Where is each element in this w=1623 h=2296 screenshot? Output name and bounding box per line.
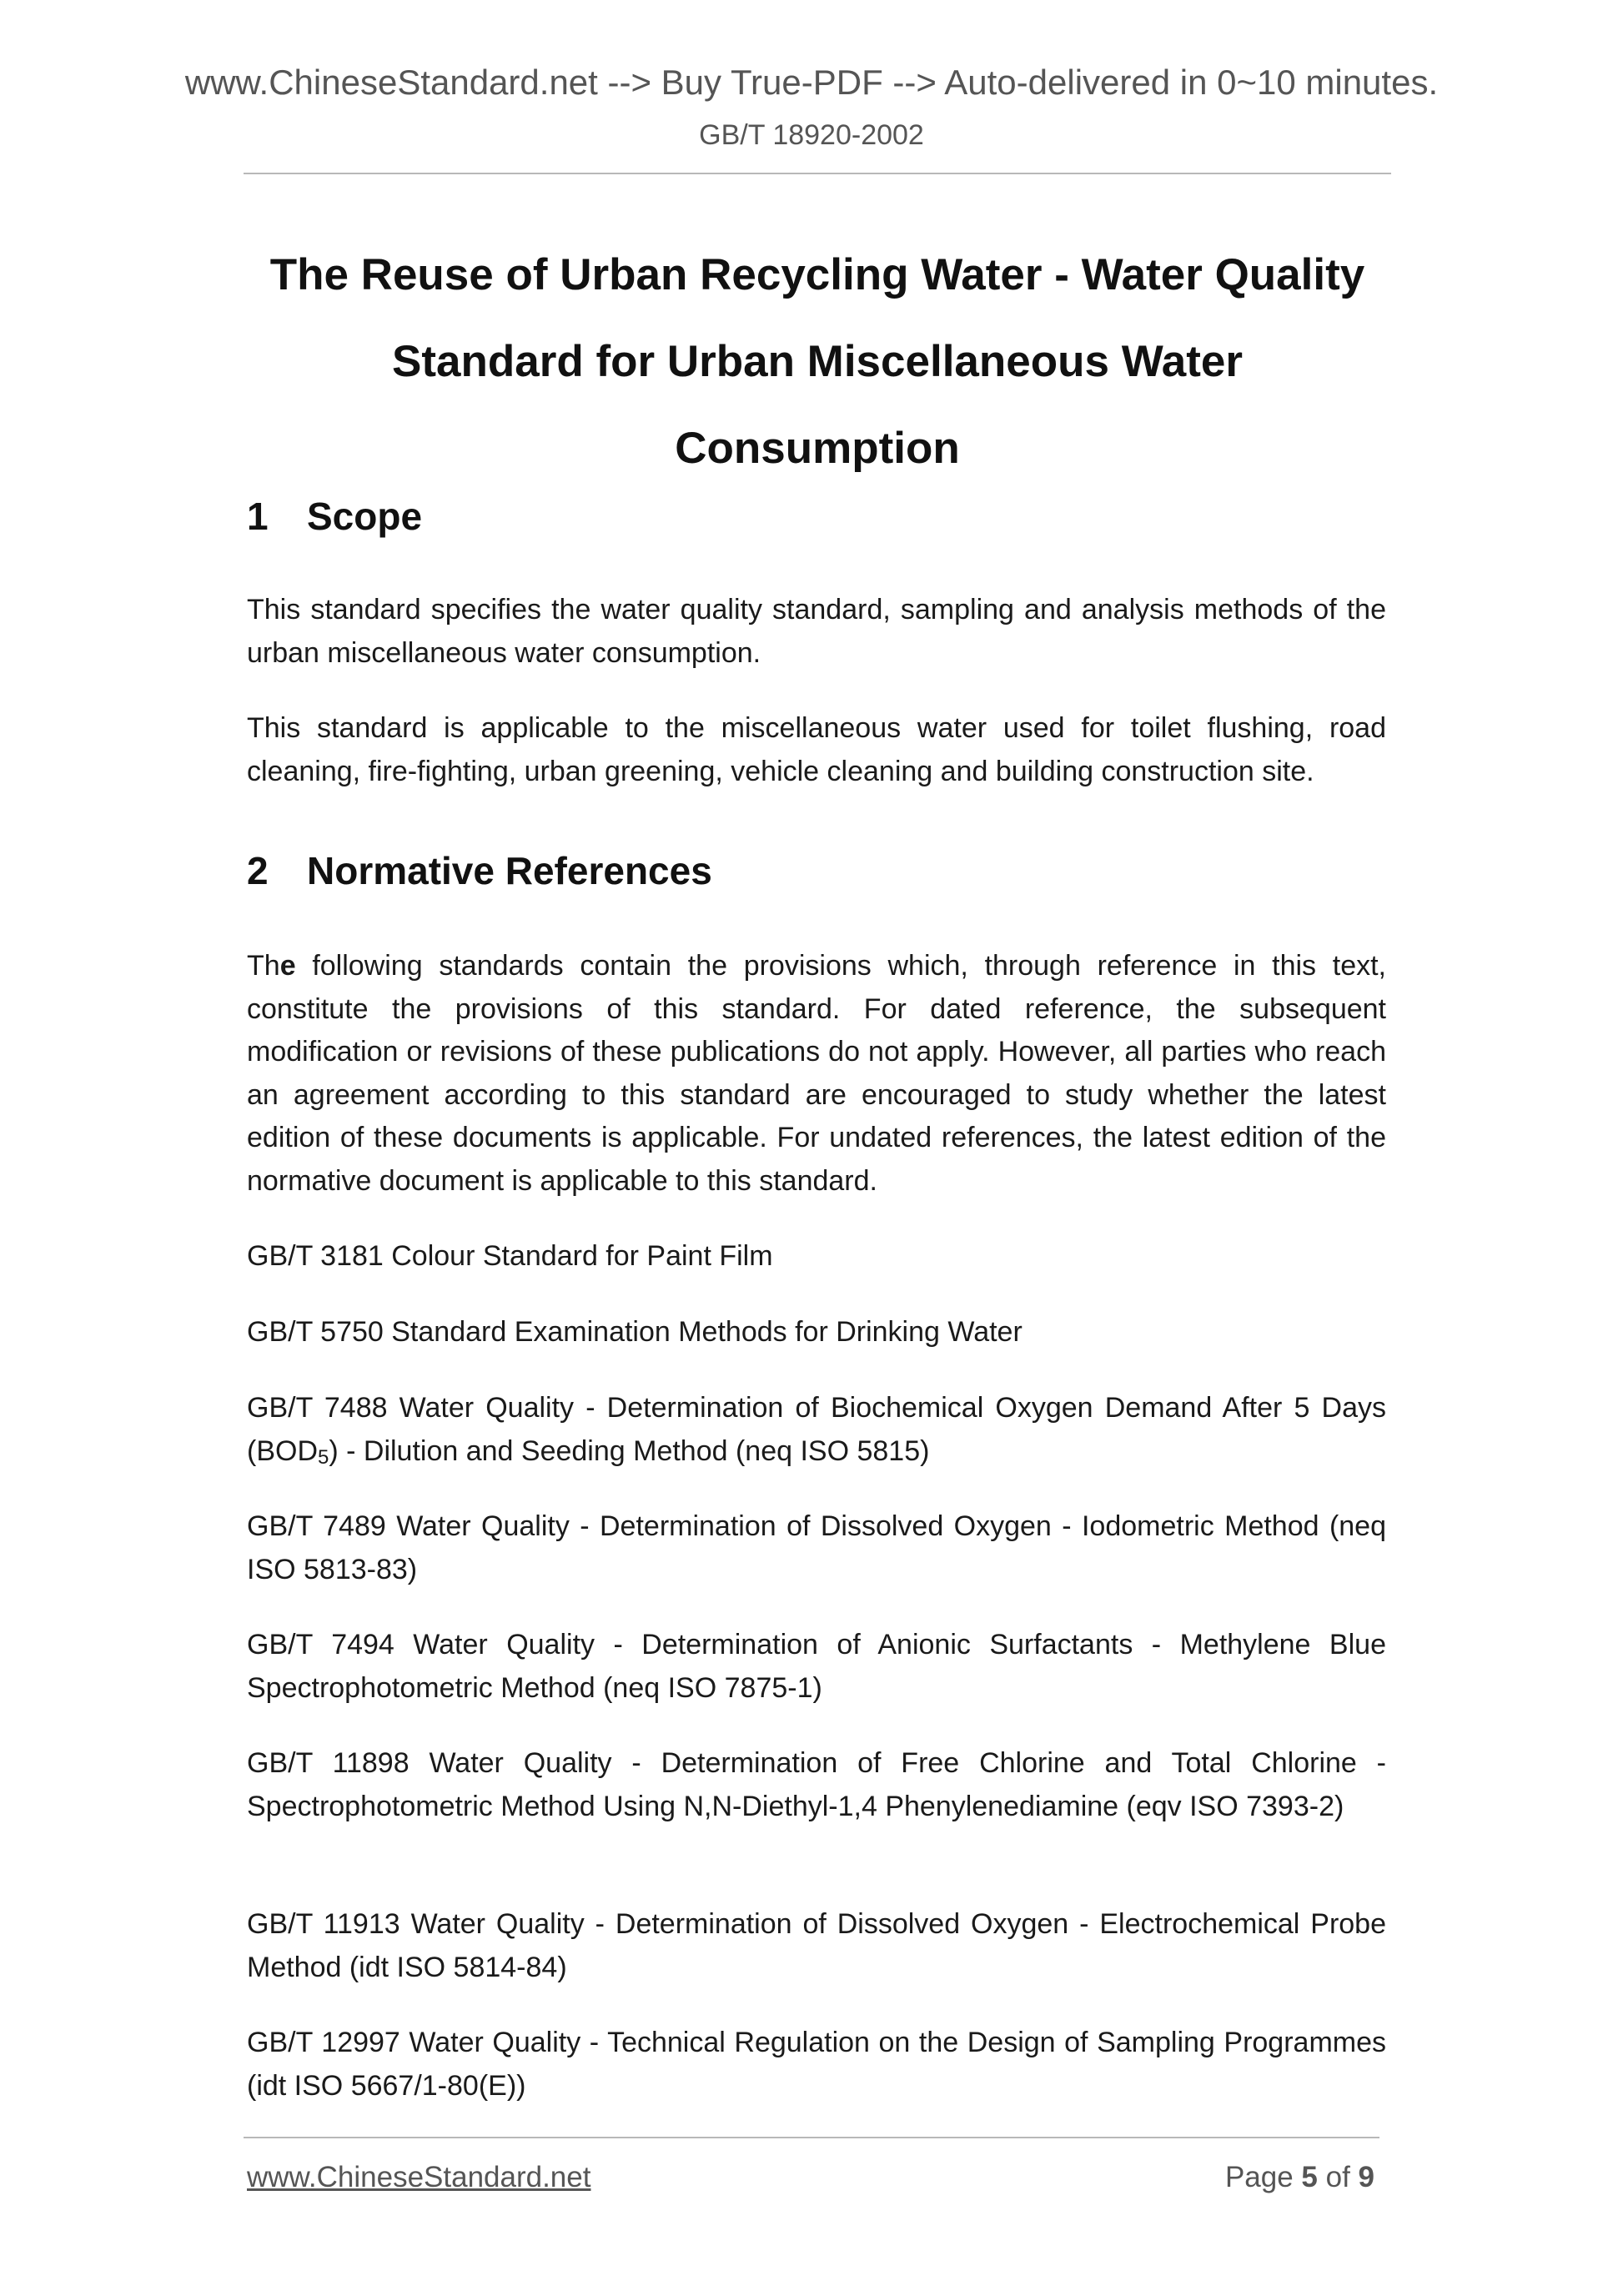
page-label: Page xyxy=(1224,2161,1302,2193)
intro-bold-letter: e xyxy=(279,950,296,982)
reference-item xyxy=(247,1387,1386,1473)
intro-text: Th xyxy=(247,950,280,982)
section-number: 2 xyxy=(247,849,269,892)
section-number: 1 xyxy=(247,495,269,538)
title-line-1: The Reuse of Urban Recycling Water - Water Quality xyxy=(269,250,1365,299)
reference-item: GB/T 5750 Standard Examination Methods for Drinking Water xyxy=(247,1316,1023,1348)
reference-item: GB/T 12997 Water Quality - Technical Regulation on the Design of Sampling Programmes (idt ISO 5667/1-80(E)) xyxy=(247,2027,1386,2102)
current-page: 5 xyxy=(1301,2161,1318,2193)
reference-item: GB/T 7489 Water Quality - Determination of Dissolved Oxygen - Iodometric Method (neq ISO 5813-83) xyxy=(247,1510,1386,1585)
section-heading-scope xyxy=(247,495,423,538)
page-indicator xyxy=(1225,2163,1374,2192)
page-of-label: of xyxy=(1317,2161,1359,2193)
document-code: GB/T 18920-2002 xyxy=(699,119,924,151)
paragraph: This standard specifies the water quality standard, sampling and analysis methods of the urban miscellaneous water consumption. xyxy=(247,594,1386,669)
paragraph xyxy=(247,945,1386,1203)
reference-text: GB/T 7488 Water Quality - Determination of Biochemical Oxygen Demand After 5 Days (BOD xyxy=(247,1392,1386,1467)
section-heading-normative-references xyxy=(247,849,712,892)
reference-item: GB/T 7494 Water Quality - Determination of Anionic Surfactants - Methylene Blue Spectrophotometric Method (neq ISO 7875-1) xyxy=(247,1629,1386,1704)
paragraph: This standard is applicable to the miscellaneous water used for toilet flushing, road cleaning, fire-fighting, urban greening, vehicle cleaning and building construction site. xyxy=(247,712,1386,787)
reference-item: GB/T 11898 Water Quality - Determination of Free Chlorine and Total Chlorine - Spectrophotometric Method Using N,N-Diethyl-1,4 Phenylenediamine (eqv ISO 7393-2) xyxy=(247,1747,1386,1822)
reference-text: ) - Dilution and Seeding Method (neq ISO 5815) xyxy=(329,1434,930,1467)
reference-item: GB/T 11913 Water Quality - Determination of Dissolved Oxygen - Electrochemical Probe Method (idt ISO 5814-84) xyxy=(247,1908,1386,1983)
reference-item: GB/T 3181 Colour Standard for Paint Film xyxy=(247,1240,773,1272)
footer-divider xyxy=(244,2137,1379,2138)
intro-text: following standards contain the provisions which, through reference in this text, constitute the provisions of this standard. For dated reference, the subsequent modification or revisions of these publications do not apply. However, all parties who reach an agreement according to this standard are encouraged to study whether the latest edition of these documents is applicable. For undated references, the latest edition of the normative document is applicable to this standard. xyxy=(247,950,1386,1197)
subscript: 5 xyxy=(318,1445,329,1469)
section-title: Normative References xyxy=(307,849,712,892)
header-divider xyxy=(244,173,1391,174)
site-banner: www.ChineseStandard.net --> Buy True-PDF --> Auto-delivered in 0~10 minutes. xyxy=(184,63,1439,102)
footer-website-link[interactable]: www.ChineseStandard.net xyxy=(247,2161,591,2193)
document-title xyxy=(244,232,1391,492)
total-pages: 9 xyxy=(1358,2161,1374,2193)
section-title: Scope xyxy=(307,495,423,538)
title-line-2: Standard for Urban Miscellaneous Water Consumption xyxy=(392,337,1243,473)
